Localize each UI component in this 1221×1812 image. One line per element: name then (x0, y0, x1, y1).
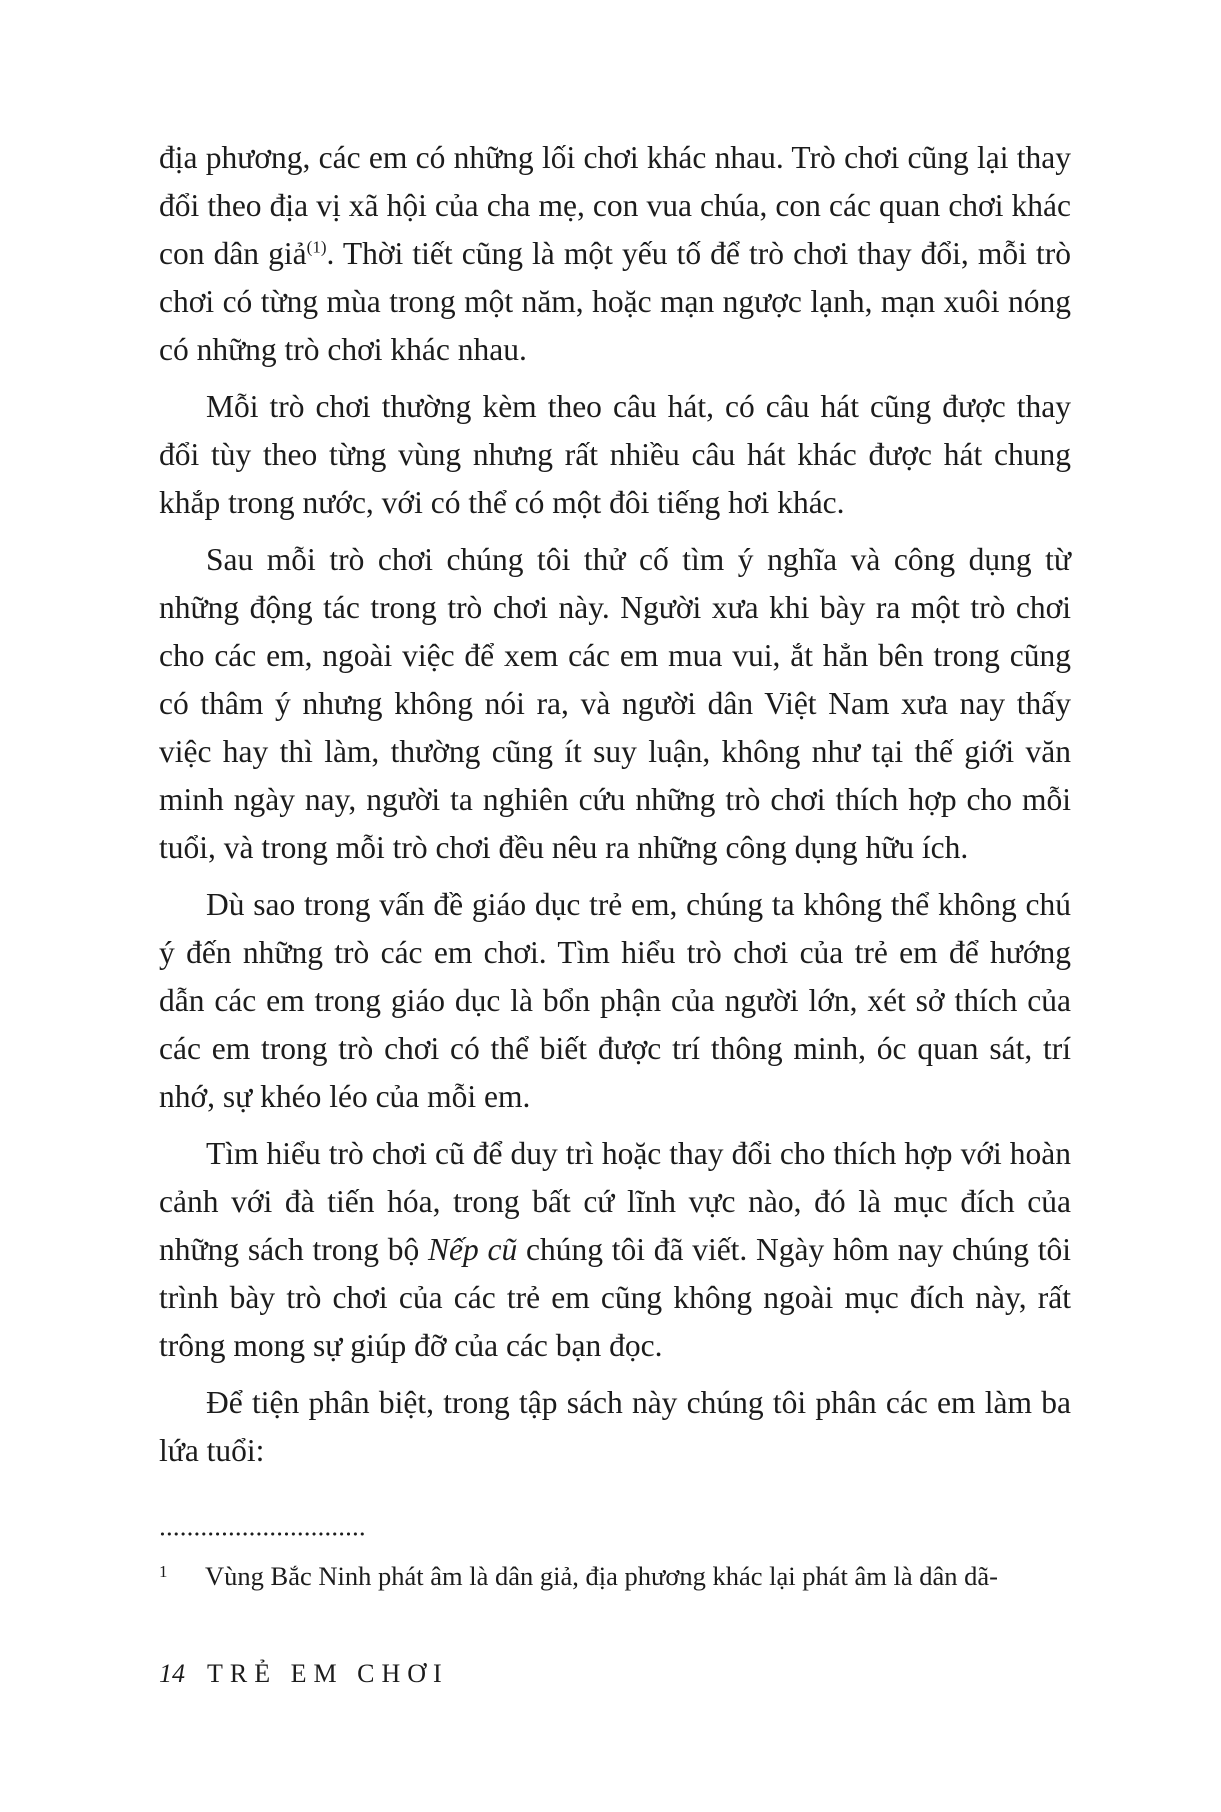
book-title: TRẺ EM CHƠI (207, 1659, 449, 1688)
paragraph-text: Để tiện phân biệt, trong tập sách này chúng tôi phân các em làm ba lứa tuổi: (159, 1385, 1071, 1468)
paragraph-text: Mỗi trò chơi thường kèm theo câu hát, có câu hát cũng được thay đổi tùy theo từng vùng nhưng rất nhiều câu hát khác được hát chung khắp trong nước, với có thể có một đôi tiếng hơi khác. (159, 389, 1071, 520)
body-text (159, 134, 1071, 1484)
paragraph (159, 1130, 1071, 1370)
paragraph-text: . Thời tiết cũng là một yếu tố để trò chơi thay đổi, mỗi trò chơi có từng mùa trong một năm, hoặc mạn ngược lạnh, mạn xuôi nóng có những trò chơi khác nhau. (159, 236, 1071, 367)
paragraph (159, 134, 1071, 374)
book-series-title: Nếp cũ (428, 1232, 518, 1267)
paragraph (159, 1379, 1071, 1475)
paragraph (159, 536, 1071, 872)
footnote (159, 1554, 1071, 1594)
paragraph (159, 383, 1071, 527)
footnote-number: 1 (159, 1562, 168, 1581)
footnote-reference: (1) (306, 237, 327, 257)
paragraph-text: chúng tôi đã viết. Ngày hôm nay chúng tôi trình bày trò chơi của các trẻ em cũng không ngoài mục đích này, rất trông mong sự giúp đỡ của các bạn đọc. (159, 1232, 1071, 1363)
paragraph-text: Dù sao trong vấn đề giáo dục trẻ em, chúng ta không thể không chú ý đến những trò các em chơi. Tìm hiểu trò chơi của trẻ em để hướng dẫn các em trong giáo dục là bổn phận của người lớn, xét sở thích của các em trong trò chơi có thể biết được trí thông minh, óc quan sát, trí nhớ, sự khéo léo của mỗi em. (159, 887, 1071, 1114)
paragraph-text: địa phương, các em có những lối chơi khác nhau. Trò chơi cũng lại thay đổi theo địa vị xã hội của cha mẹ, con vua chúa, con các quan chơi khác con dân giả (159, 140, 1071, 271)
paragraph (159, 881, 1071, 1121)
paragraph-text: Tìm hiểu trò chơi cũ để duy trì hoặc thay đổi cho thích hợp với hoàn cảnh với đà tiến hóa, trong bất cứ lĩnh vực nào, đó là mục đích của những sách trong bộ (159, 1136, 1071, 1267)
footnote-text: Vùng Bắc Ninh phát âm là dân giả, địa phương khác lại phát âm là dân dã- (205, 1561, 998, 1591)
running-footer (159, 1658, 449, 1690)
paragraph-text: Sau mỗi trò chơi chúng tôi thử cố tìm ý nghĩa và công dụng từ những động tác trong trò chơi này. Người xưa khi bày ra một trò chơi cho các em, ngoài việc để xem các em mua vui, ắt hẳn bên trong cũng có thâm ý nhưng không nói ra, và người dân Việt Nam xưa nay thấy việc hay thì làm, thường cũng ít suy luận, không như tại thế giới văn minh ngày nay, người ta nghiên cứu những trò chơi thích hợp cho mỗi tuổi, và trong mỗi trò chơi đều nêu ra những công dụng hữu ích. (159, 542, 1071, 865)
footnote-separator (159, 1532, 366, 1536)
page-number: 14 (159, 1659, 185, 1688)
